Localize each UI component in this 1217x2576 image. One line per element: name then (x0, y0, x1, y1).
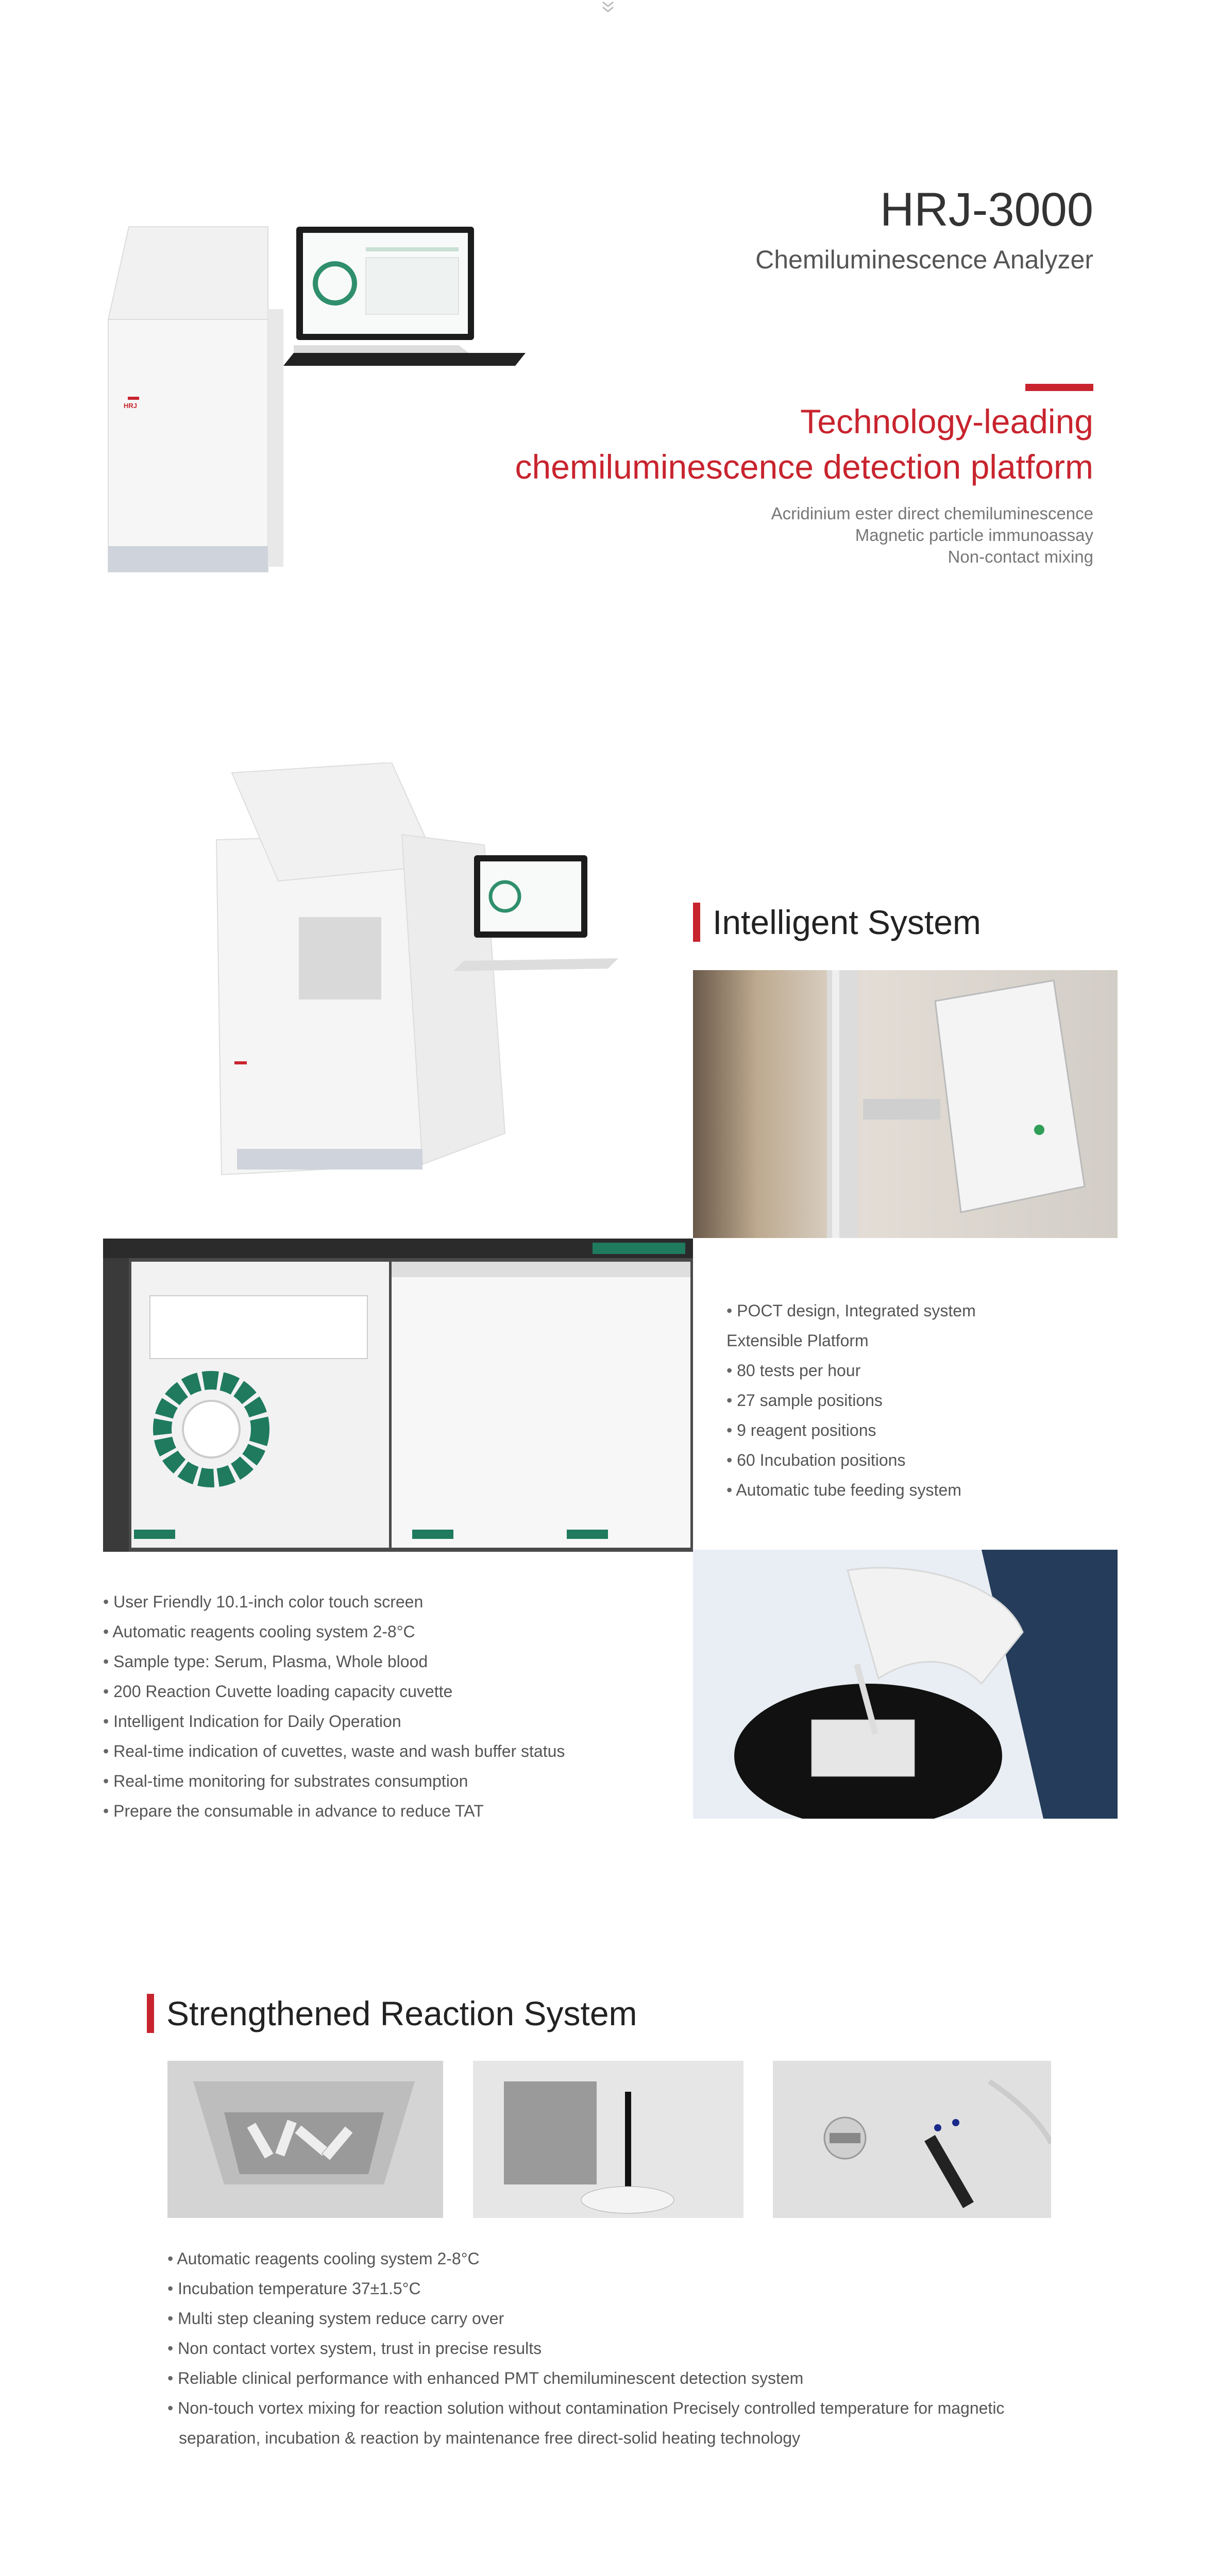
bullet-item: • Non contact vortex system, trust in precise results (167, 2333, 1074, 2363)
bullet-item: • Non-touch vortex mixing for reaction solution without contamination Precisely controlled temperature for magnetic separation, incubation & reaction by maintenance free direct-solid heating technology (167, 2393, 1074, 2453)
intelligent-bullets-right (726, 1296, 1015, 1505)
bullet-item: • User Friendly 10.1-inch color touch screen (103, 1587, 685, 1617)
reaction-photo-probe (473, 2061, 743, 2218)
bullet-item: • POCT design, Integrated system Extensible Platform (726, 1296, 1015, 1355)
bullet-item: • Automatic reagents cooling system 2-8°C (167, 2244, 1074, 2274)
intelligent-title: Intelligent System (693, 903, 981, 942)
bullet-item: • Prepare the consumable in advance to reduce TAT (103, 1796, 685, 1826)
feature-2: Magnetic particle immunoassay (855, 526, 1093, 545)
analyzer-open-image (175, 762, 629, 1180)
bullet-item: • Incubation temperature 37±1.5°C (167, 2274, 1074, 2303)
touchscreen-photo (693, 970, 1118, 1238)
analyzer-image (98, 216, 536, 577)
bullet-item: • 80 tests per hour (726, 1355, 1015, 1385)
device-brand-label: HRJ (124, 402, 138, 410)
reaction-photo-mixing (773, 2061, 1051, 2218)
bullet-item: • Intelligent Indication for Daily Operation (103, 1706, 685, 1736)
model-subtitle: Chemiluminescence Analyzer (755, 245, 1093, 274)
bullet-item: • Real-time indication of cuvettes, waste and wash buffer status (103, 1736, 685, 1766)
bullet-item: • Real-time monitoring for substrates consumption (103, 1766, 685, 1796)
bullet-item: • Reliable clinical performance with enhanced PMT chemiluminescent detection system (167, 2363, 1074, 2393)
headline-line-1: Technology-leading (800, 402, 1093, 440)
model-title: HRJ-3000 (880, 183, 1093, 236)
bullet-item: • 9 reagent positions (726, 1415, 1015, 1445)
feature-1: Acridinium ester direct chemiluminescence (771, 504, 1093, 523)
reaction-title: Strengthened Reaction System (147, 1994, 637, 2033)
accent-bar (1025, 384, 1093, 391)
bullet-item: • Sample type: Serum, Plasma, Whole blood (103, 1647, 685, 1676)
scroll-chevron-icon[interactable] (598, 0, 618, 15)
bullet-item: • Automatic tube feeding system (726, 1475, 1015, 1505)
bullet-item: • 60 Incubation positions (726, 1445, 1015, 1475)
reaction-photo-cuvettes (167, 2061, 443, 2218)
intelligent-bullets-left (103, 1587, 685, 1826)
bullet-item: • Multi step cleaning system reduce carry over (167, 2303, 1074, 2333)
feature-3: Non-contact mixing (948, 547, 1093, 566)
bullet-item: • 27 sample positions (726, 1385, 1015, 1415)
reaction-bullets (167, 2244, 1074, 2453)
bullet-item: • 200 Reaction Cuvette loading capacity cuvette (103, 1676, 685, 1706)
bullet-item: • Automatic reagents cooling system 2-8°C (103, 1617, 685, 1647)
headline-line-2: chemiluminescence detection platform (515, 448, 1093, 486)
cuvette-loading-photo (693, 1550, 1118, 1819)
software-screenshot (103, 1239, 693, 1552)
